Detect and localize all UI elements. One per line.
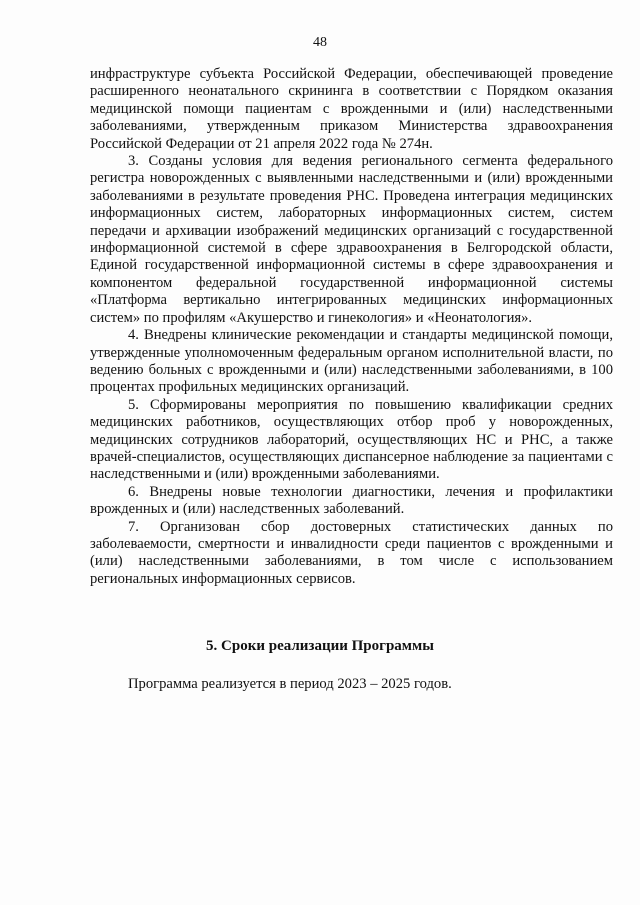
section-heading: 5. Сроки реализации Программы [206,638,434,654]
paragraph-item-5: 5. Сформированы мероприятия по повышению квалификации средних медицинских работников, осуществляющих отбор проб у новорожденных, медицинских сотрудников лабораторий, осуществляющих НС и РНС, а также врачей-специалистов, осуществляющих диспансерное наблюдение за пациентами с наследственными и (или) врожденными заболеваниями. [90,396,613,483]
document-body [90,66,613,588]
paragraph-item-6: 6. Внедрены новые технологии диагностики, лечения и профилактики врожденных и (или) наследственных заболеваний. [90,483,613,518]
paragraph-item-7: 7. Организован сбор достоверных статистических данных по заболеваемости, смертности и инвалидности среди пациентов с врожденными и (или) наследственными заболеваниями, в том числе с использованием региональных информационных сервисов. [90,518,613,587]
paragraph-continuation: инфраструктуре субъекта Российской Федерации, обеспечивающей проведение расширенного неонатального скрининга в соответствии с Порядком оказания медицинской помощи пациентам с врожденными и (или) наследственными заболеваниями, утвержденным приказом Министерства здравоохранения Российской Федерации от 21 апреля 2022 года № 274н. [90,66,613,152]
page-number: 48 [313,35,327,50]
paragraph-item-4: 4. Внедрены клинические рекомендации и стандарты медицинской помощи, утвержденные уполномоченным федеральным органом исполнительной власти, по ведению больных с врожденными и (или) наследственными заболеваниями, в 100 процентах профильных медицинских организаций. [90,327,613,396]
section-text: Программа реализуется в период 2023 – 2025 годов. [128,676,452,692]
paragraph-item-3: 3. Созданы условия для ведения регионального сегмента федерального регистра новорожденных с выявленными наследственными и (или) врожденными заболеваниями в результате проведения РНС. Проведена интеграция медицинских информационных систем, лабораторных информационных систем, систем передачи и архивации изображений медицинских организаций с государственной информационной системой в сфере здравоохранения в Белгородской области, Единой государственной информационной системы в сфере здравоохранения и компонентом федеральной государственной информационной системы «Платформа вертикально интегрированных медицинских информационных систем» по профилям «Акушерство и гинекология» и «Неонатология». [90,153,613,326]
